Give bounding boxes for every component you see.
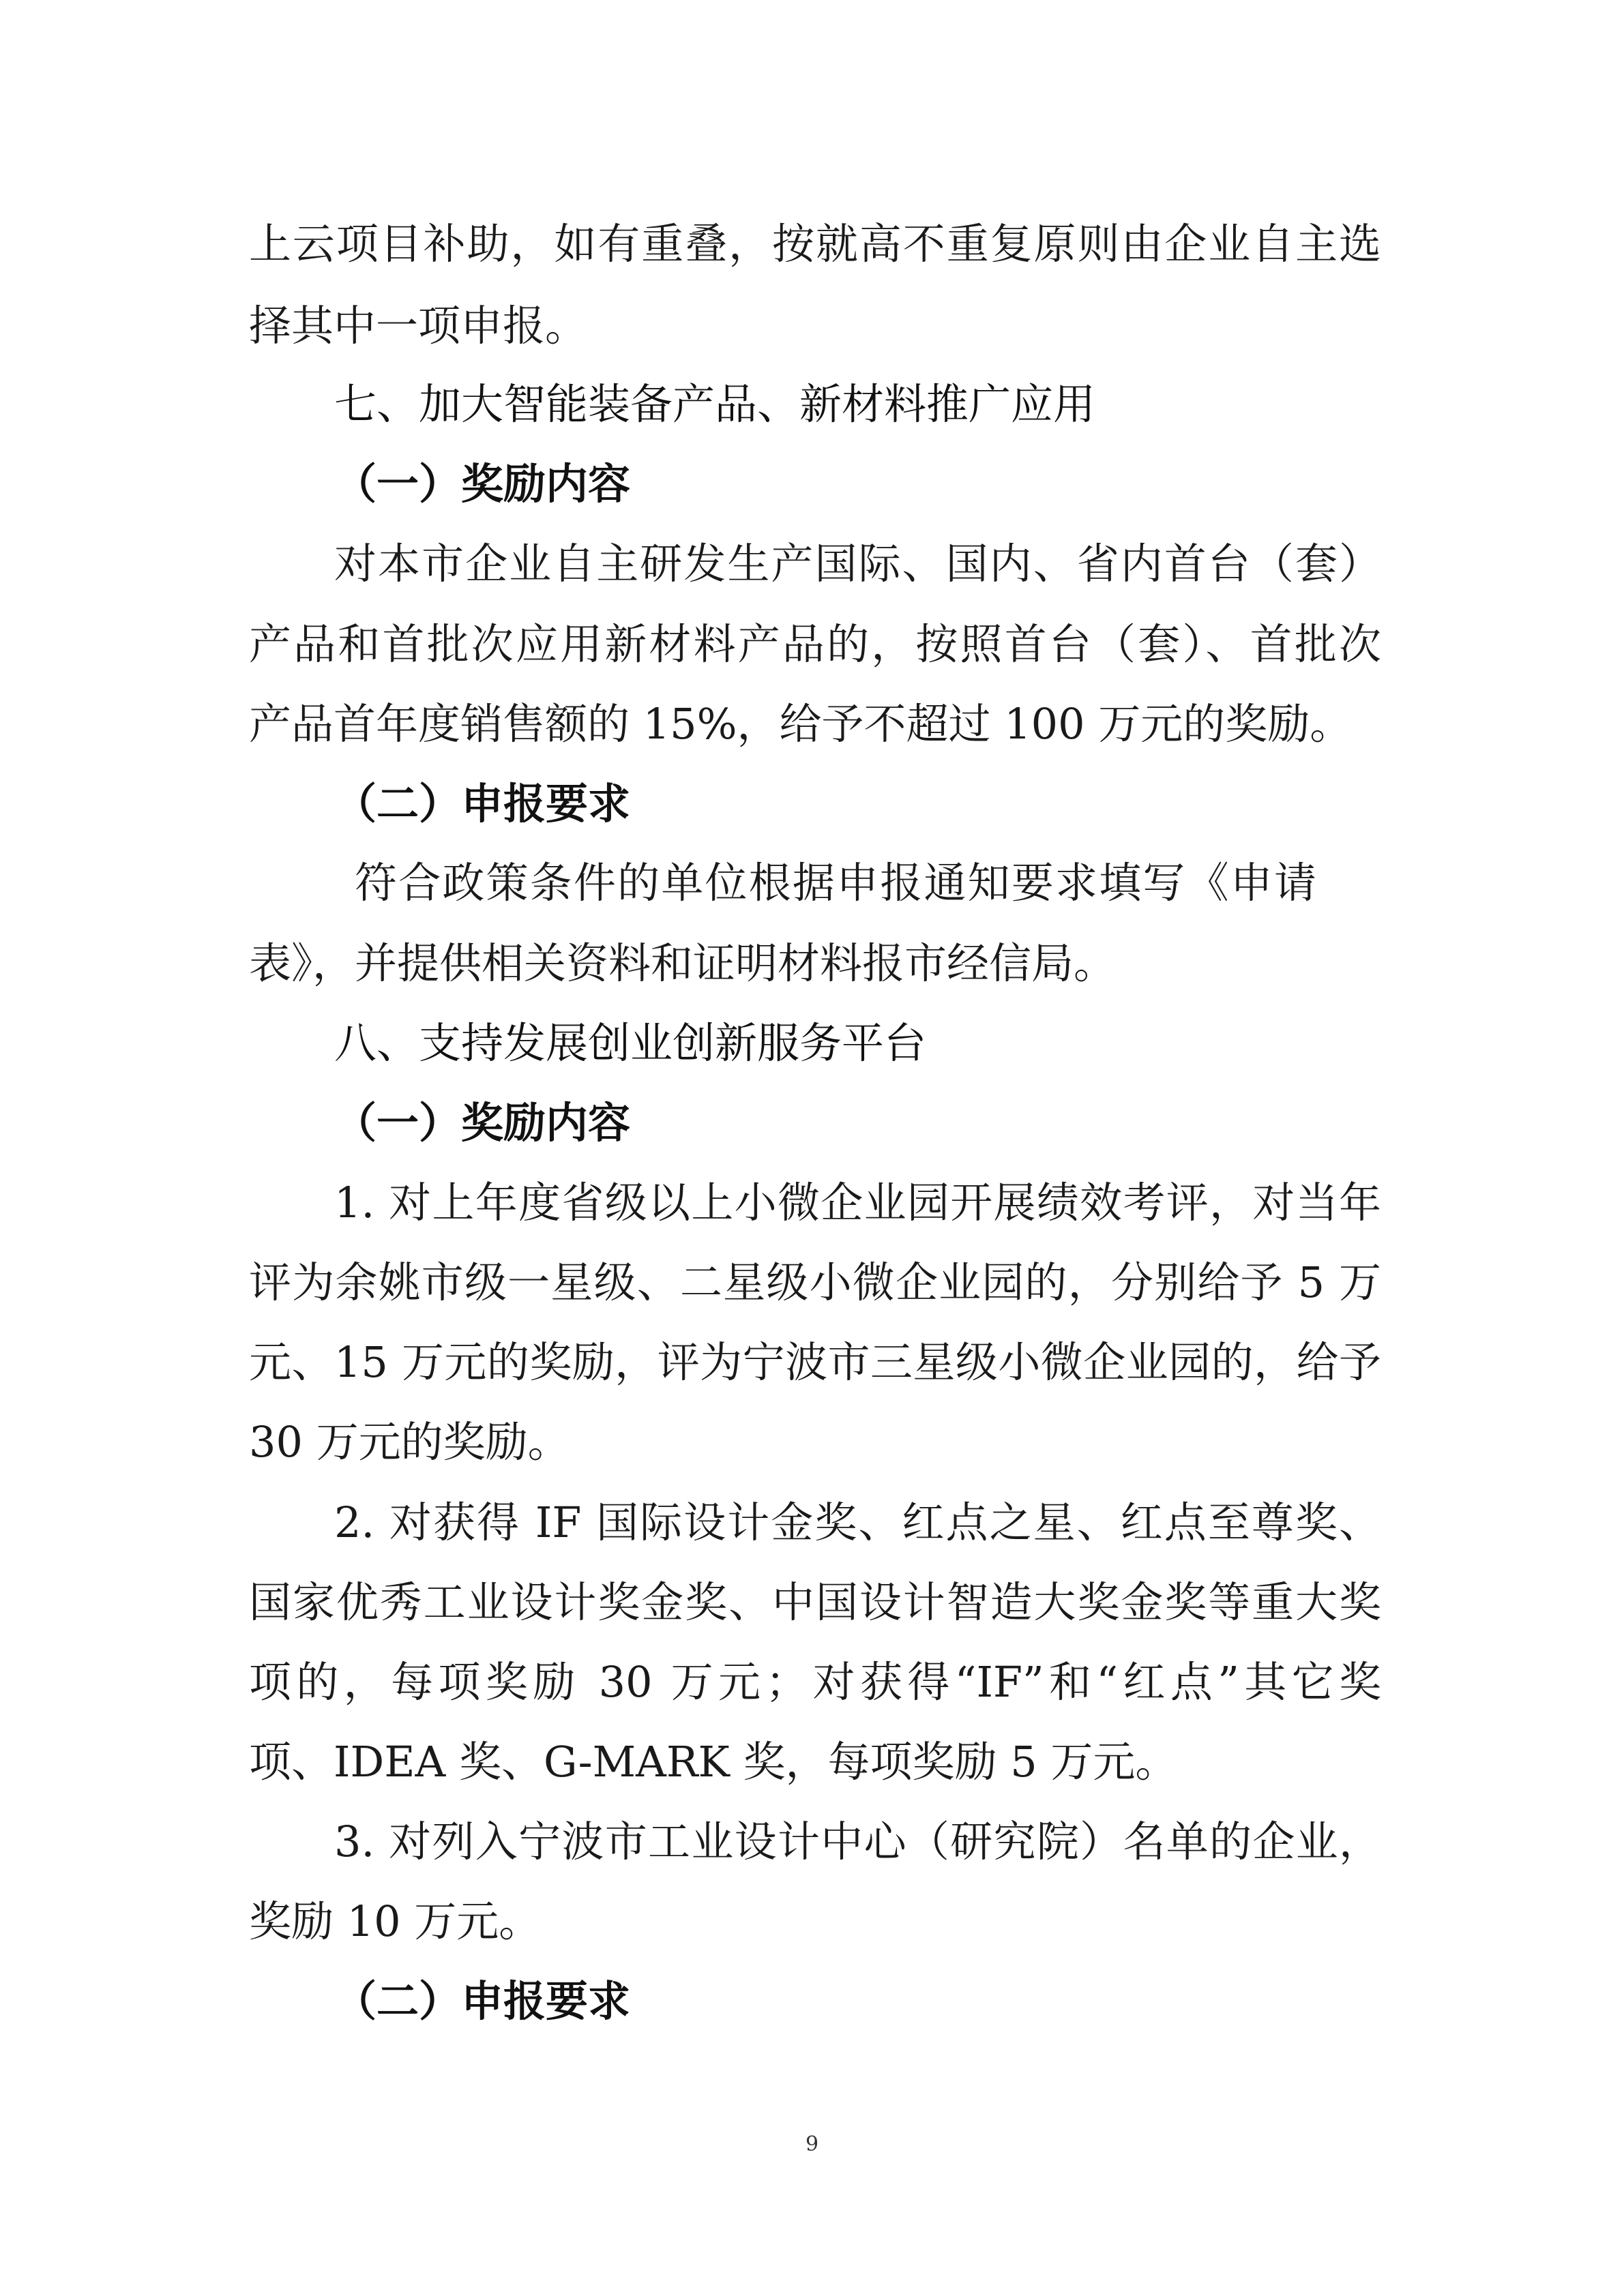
- body-line: 项、IDEA 奖、G-MARK 奖，每项奖励 5 万元。: [249, 1737, 1178, 1787]
- body-line: 评为余姚市级一星级、二星级小微企业园的，分别给予 5 万: [249, 1257, 1381, 1307]
- body-line: 表》，并提供相关资料和证明材料报市经信局。: [249, 938, 1117, 988]
- body-line: 3. 对列入宁波市工业设计中心（研究院）名单的企业，: [334, 1817, 1381, 1866]
- body-line: 产品首年度销售额的 15%，给予不超过 100 万元的奖励。: [249, 699, 1353, 749]
- subsection-heading: （一）奖励内容: [334, 1098, 631, 1148]
- section-heading: 七、加大智能装备产品、新材料推广应用: [334, 379, 1096, 429]
- section-heading: 八、支持发展创业创新服务平台: [334, 1018, 927, 1068]
- body-line: 符合政策条件的单位根据申报通知要求填写《申请: [355, 858, 1316, 908]
- body-line: 30 万元的奖励。: [249, 1417, 570, 1467]
- page-number: 9: [805, 2132, 819, 2156]
- subsection-heading: （一）奖励内容: [334, 459, 631, 509]
- body-line: 择其中一项申报。: [249, 301, 588, 351]
- body-line: 产品和首批次应用新材料产品的，按照首台（套）、首批次: [249, 619, 1381, 669]
- body-line: 上云项目补助，如有重叠，按就高不重复原则由企业自主选: [249, 219, 1381, 269]
- body-line: 2. 对获得 IF 国际设计金奖、红点之星、红点至尊奖、: [334, 1497, 1381, 1547]
- body-line: 1. 对上年度省级以上小微企业园开展绩效考评，对当年: [334, 1178, 1381, 1227]
- body-line: 元、15 万元的奖励，评为宁波市三星级小微企业园的，给予: [249, 1337, 1381, 1387]
- body-line: 奖励 10 万元。: [249, 1896, 542, 1946]
- body-line: 项的，每项奖励 30 万元；对获得“IF”和“红点”其它奖: [249, 1657, 1381, 1707]
- body-line: 国家优秀工业设计奖金奖、中国设计智造大奖金奖等重大奖: [249, 1577, 1381, 1627]
- body-line: 对本市企业自主研发生产国际、国内、省内首台（套）: [334, 539, 1381, 588]
- subsection-heading: （二）申报要求: [334, 1976, 631, 2026]
- subsection-heading: （二）申报要求: [334, 779, 631, 829]
